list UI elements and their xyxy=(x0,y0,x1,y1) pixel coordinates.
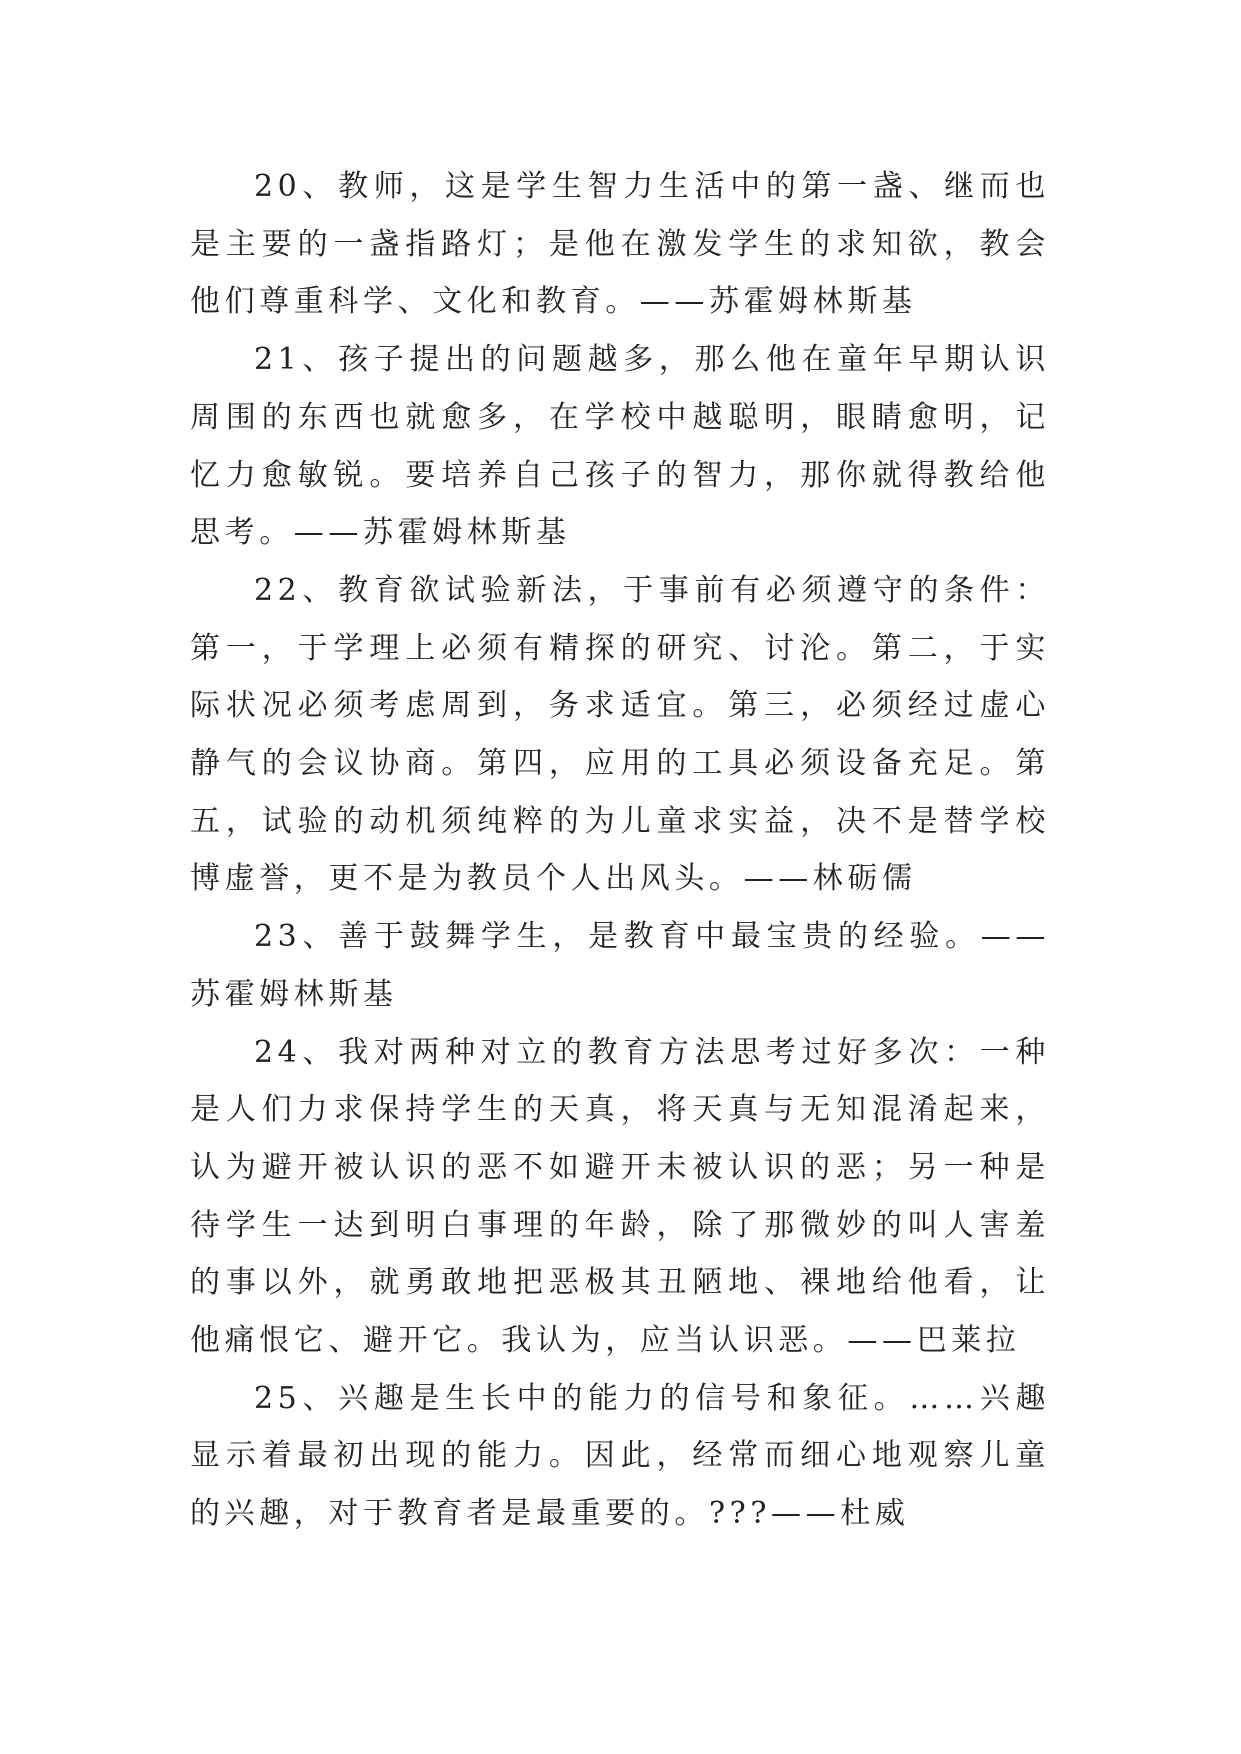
quote-paragraph-25: 25、兴趣是生长中的能力的信号和象征。……兴趣显示着最初出现的能力。因此，经常而细心地观察儿童的兴趣，对于教育者是最重要的。???——杜威 xyxy=(190,1380,1050,1532)
document-body xyxy=(190,158,1050,1543)
quote-paragraph-24: 24、我对两种对立的教育方法思考过好多次：一种是人们力求保持学生的天真，将天真与无知混淆起来，认为避开被认识的恶不如避开未被认识的恶；另一种是待学生一达到明白事理的年龄，除了那微妙的叫人害羞的事以外，就勇敢地把恶极其丑陋地、裸地给他看，让他痛恨它、避开它。我认为，应当认识恶。——巴莱拉 xyxy=(190,1034,1050,1359)
quote-paragraph-20: 20、教师，这是学生智力生活中的第一盏、继而也是主要的一盏指路灯；是他在激发学生的求知欲，教会他们尊重科学、文化和教育。——苏霍姆林斯基 xyxy=(190,169,1050,320)
quote-paragraph-23: 23、善于鼓舞学生，是教育中最宝贵的经验。——苏霍姆林斯基 xyxy=(190,919,1050,1012)
quote-paragraph-22: 22、教育欲试验新法，于事前有必须遵守的条件：第一，于学理上必须有精探的研究、讨沦。第二，于实际状况必须考虑周到，务求适宜。第三，必须经过虚心静气的会议协商。第四，应用的工具必须设备充足。第五，试验的动机须纯粹的为儿童求实益，决不是替学校博虚誉，更不是为教员个人出风头。——林砺儒 xyxy=(190,572,1050,897)
quote-paragraph-21: 21、孩子提出的问题越多，那么他在童年早期认识周围的东西也就愈多，在学校中越聪明，眼睛愈明，记忆力愈敏锐。要培养自己孩子的智力，那你就得教给他思考。——苏霍姆林斯基 xyxy=(190,342,1050,551)
